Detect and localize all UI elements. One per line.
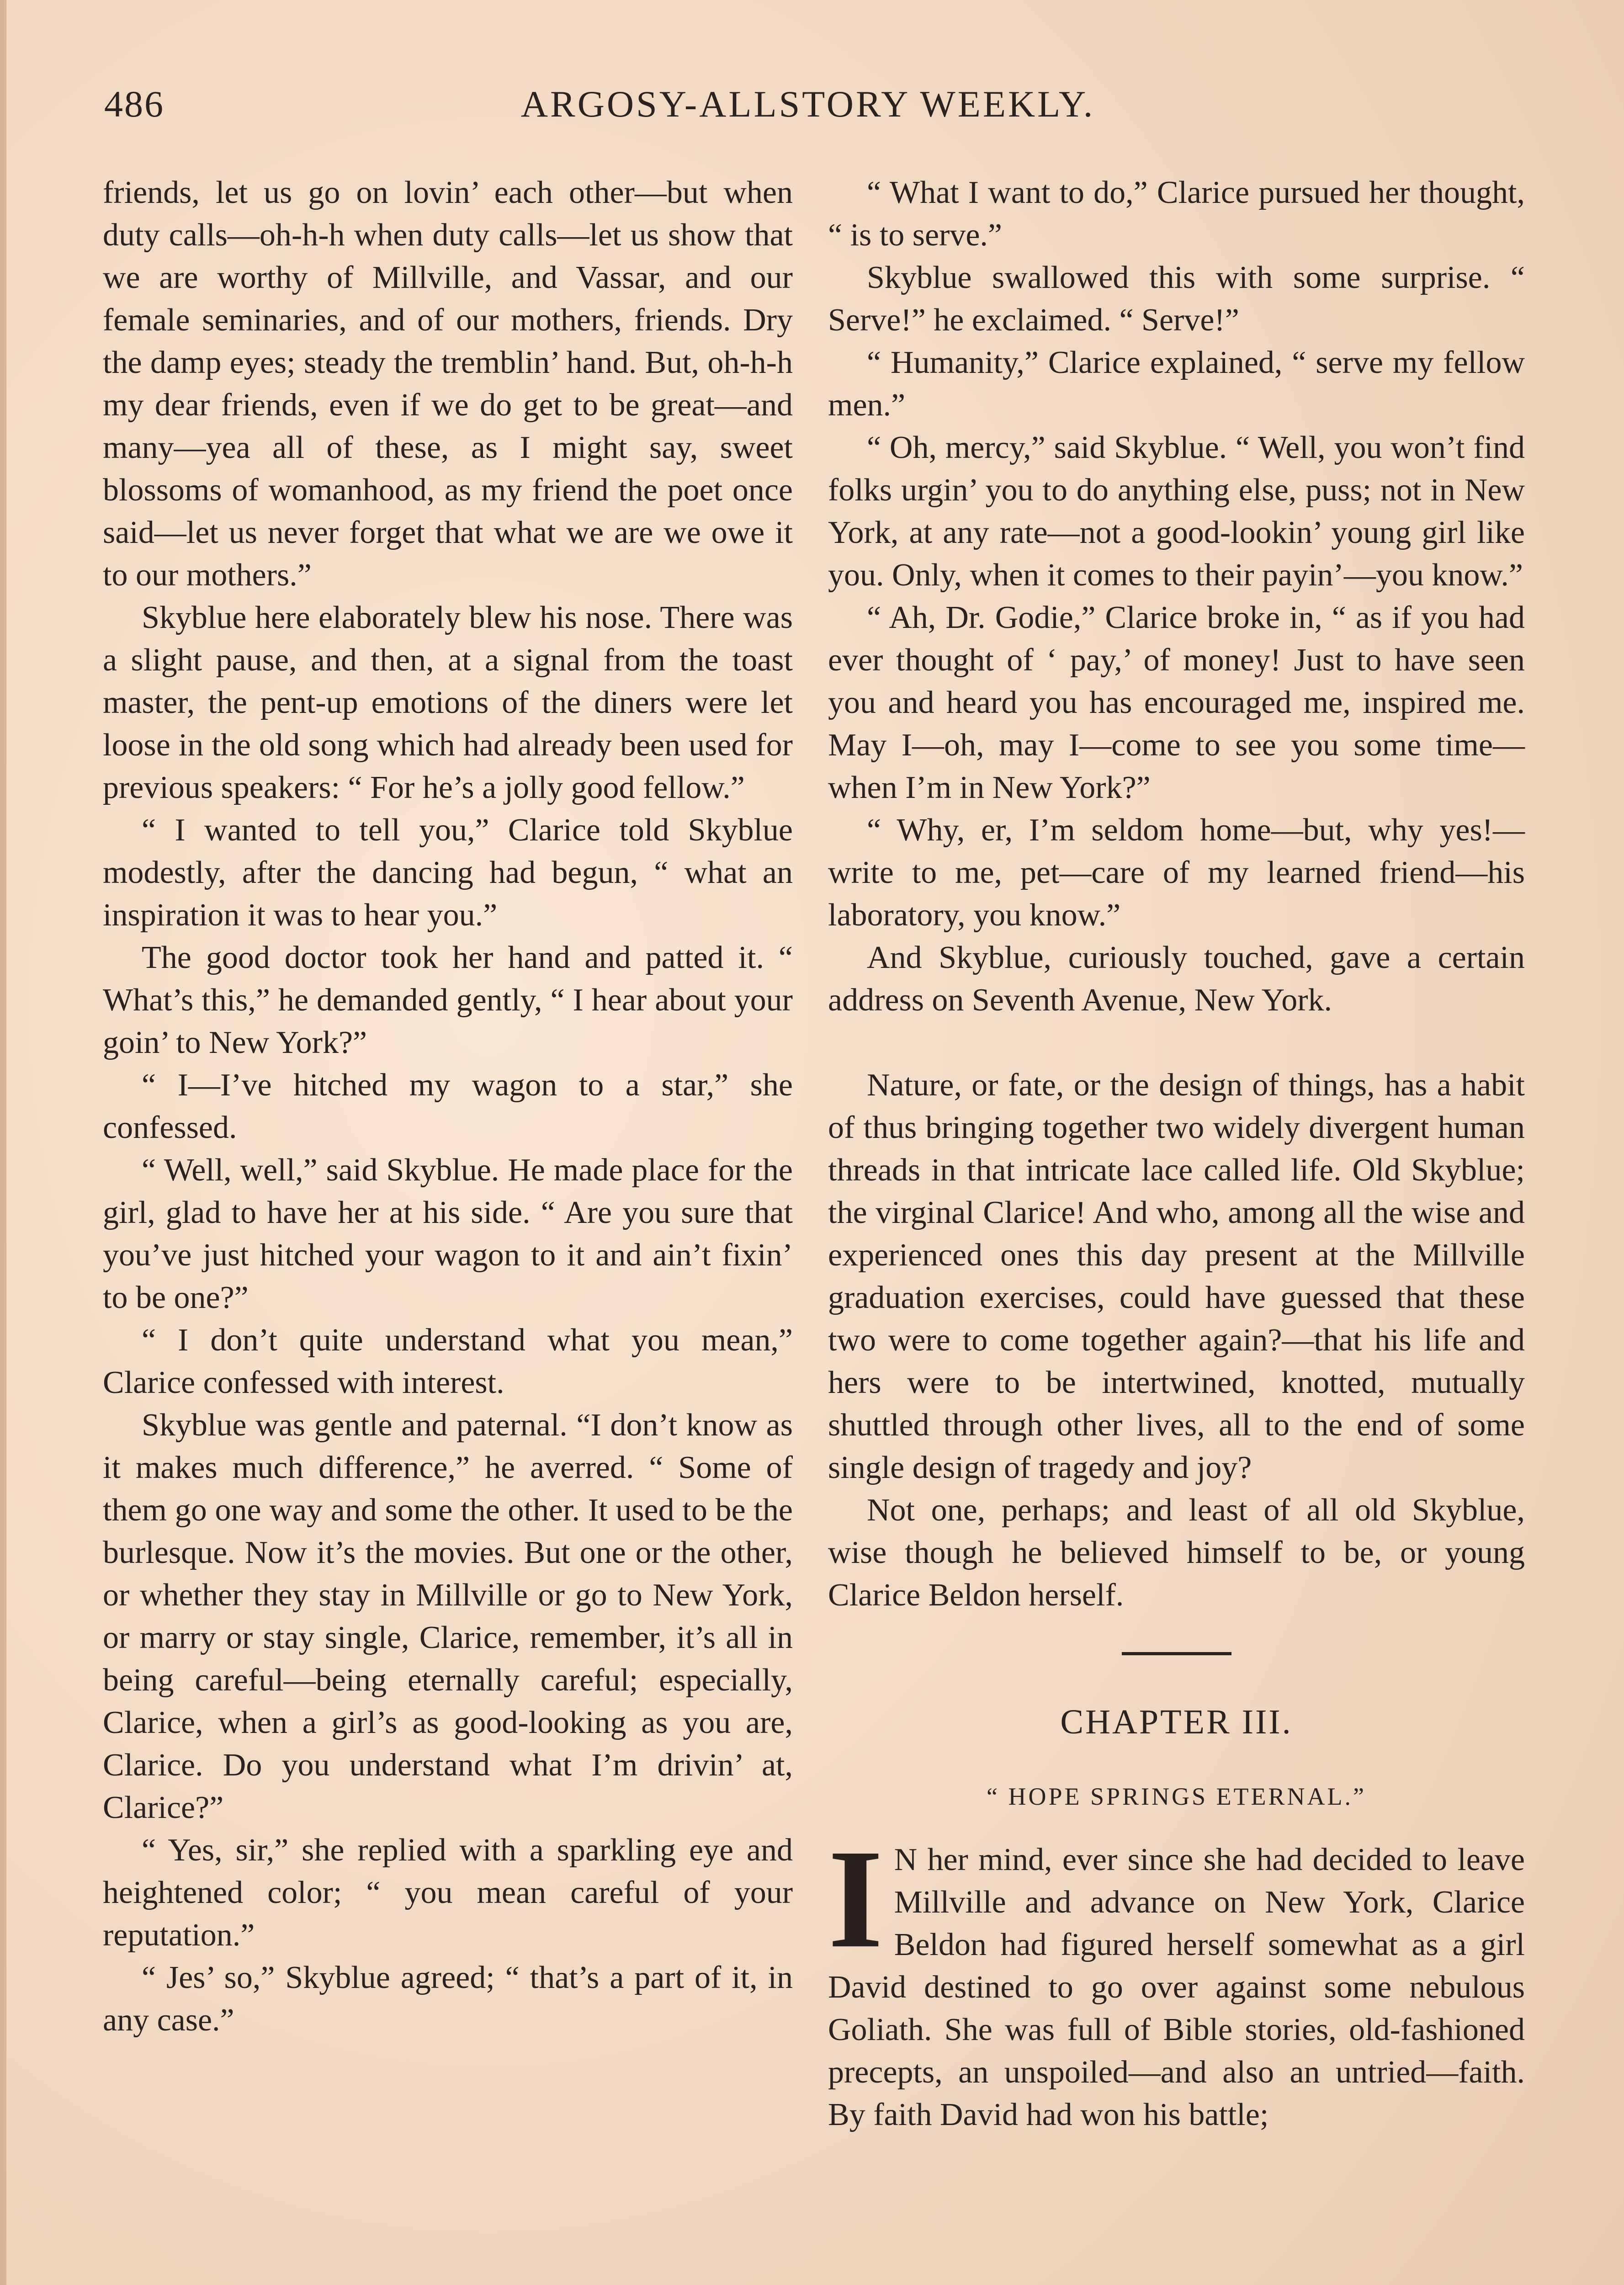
paragraph: And Skyblue, curiously touched, gave a certain address on Seventh Avenue, New York. <box>828 940 1525 1018</box>
paragraph: “ Ah, Dr. Godie,” Clarice broke in, “ as if you had ever thought of ‘ pay,’ of money! Just to have seen you and heard you has encouraged me, inspired me. May I—oh, may I—come to see you some time—when I’m in New York?” <box>828 600 1525 805</box>
paragraph: Skyblue swallowed this with some surprise. “ Serve!” he exclaimed. “ Serve!” <box>828 260 1525 338</box>
paragraph: “ Well, well,” said Skyblue. He made place for the girl, glad to have her at his side. “ Are you sure that you’ve just hitched your wagon to it and ain’t fixin’ to be one?” <box>103 1153 793 1315</box>
paragraph: “ I wanted to tell you,” Clarice told Skyblue modestly, after the dancing had begun, “ what an inspiration it was to hear you.” <box>103 813 793 933</box>
paragraph: “ I—I’ve hitched my wagon to a star,” she confessed. <box>103 1068 793 1145</box>
chapter-title: CHAPTER III. <box>1060 1703 1293 1741</box>
chapter-opening-paragraph <box>828 1821 1525 2136</box>
running-title: ARGOSY-ALLSTORY WEEKLY. <box>520 83 1095 125</box>
paragraph: “ What I want to do,” Clarice pursued her thought, “ is to serve.” <box>828 175 1525 253</box>
paragraph: “ Humanity,” Clarice explained, “ serve my fellow men.” <box>828 345 1525 423</box>
paragraph: Nature, or fate, or the design of things, has a habit of thus bringing together two widely divergent human threads in that intricate lace called life. Old Skyblue; the virginal Clarice! And who, among all the wise and experienced ones this day present at the Millville graduation exercises, could have guessed that these two were to come together again?—that his life and hers were to be intertwined, knotted, mutually shuttled through other lives, all to the end of some single design of tragedy and joy? <box>828 1068 1525 1485</box>
drop-cap: I <box>828 1821 883 1977</box>
paragraph: “ Oh, mercy,” said Skyblue. “ Well, you won’t find folks urgin’ you to do anything else, puss; not in New York, at any rate—not a good-lookin’ young girl like you. Only, when it comes to their payin’—you know.” <box>828 430 1525 593</box>
paragraph: friends, let us go on lovin’ each other—but when duty calls—oh-h-h when duty calls—let us show that we are worthy of Millville, and Vassar, and our female seminaries, and of our mothers, friends. Dry the damp eyes; steady the tremblin’ hand. But, oh-h-h my dear friends, even if we do get to be great—and many—yea all of these, as I might say, sweet blossoms of womanhood, as my friend the poet once said—let us never forget that what we are we owe it to our mothers.” <box>103 175 793 593</box>
paragraph: “ I don’t quite understand what you mean,” Clarice confessed with interest. <box>103 1323 793 1400</box>
paragraph: “ Yes, sir,” she replied with a sparkling eye and heightened color; “ you mean careful of your reputation.” <box>103 1833 793 1953</box>
paragraph: Skyblue here elaborately blew his nose. There was a slight pause, and then, at a signal from the toast master, the pent-up emotions of the diners were let loose in the old song which had already been used for previous speakers: “ For he’s a jolly good fellow.” <box>103 600 793 805</box>
chapter-opening-text: N her mind, ever since she had decided to leave Millville and advance on New York, Clarice Beldon had figured herself somewhat as a girl David destined to go over against some nebulous Goliath. She was full of Bible stories, old-fashioned precepts, an unspoiled—and also an untried—faith. By faith David had won his battle; <box>828 1842 1525 2132</box>
right-column <box>828 171 1525 2136</box>
paragraph: Skyblue was gentle and paternal. “I don’t know as it makes much difference,” he averred. “ Some of them go one way and some the other. It used to be the burlesque. Now it’s the movies. But one or the other, or whether they stay in Millville or go to New York, or marry or stay single, Clarice, remember, it’s all in being careful—being eternally careful; especially, Clarice, when a girl’s as good-looking as you are, Clarice. Do you understand what I’m drivin’ at, Clarice?” <box>103 1408 793 1825</box>
paragraph: “ Jes’ so,” Skyblue agreed; “ that’s a part of it, in any case.” <box>103 1960 793 2038</box>
page-edge <box>0 0 6 2285</box>
chapter-subtitle: “ HOPE SPRINGS ETERNAL.” <box>987 1783 1366 1810</box>
chapter-divider <box>1122 1652 1231 1655</box>
paragraph: The good doctor took her hand and patted it. “ What’s this,” he demanded gently, “ I hear about your goin’ to New York?” <box>103 940 793 1060</box>
page-number: 486 <box>104 83 165 125</box>
section-break <box>828 1021 1525 1064</box>
page-header <box>104 77 1512 132</box>
paragraph: Not one, perhaps; and least of all old Skyblue, wise though he believed himself to be, or young Clarice Beldon herself. <box>828 1493 1525 1613</box>
left-column <box>103 171 793 2041</box>
paragraph: “ Why, er, I’m seldom home—but, why yes!—write to me, pet—care of my learned friend—his laboratory, you know.” <box>828 813 1525 933</box>
